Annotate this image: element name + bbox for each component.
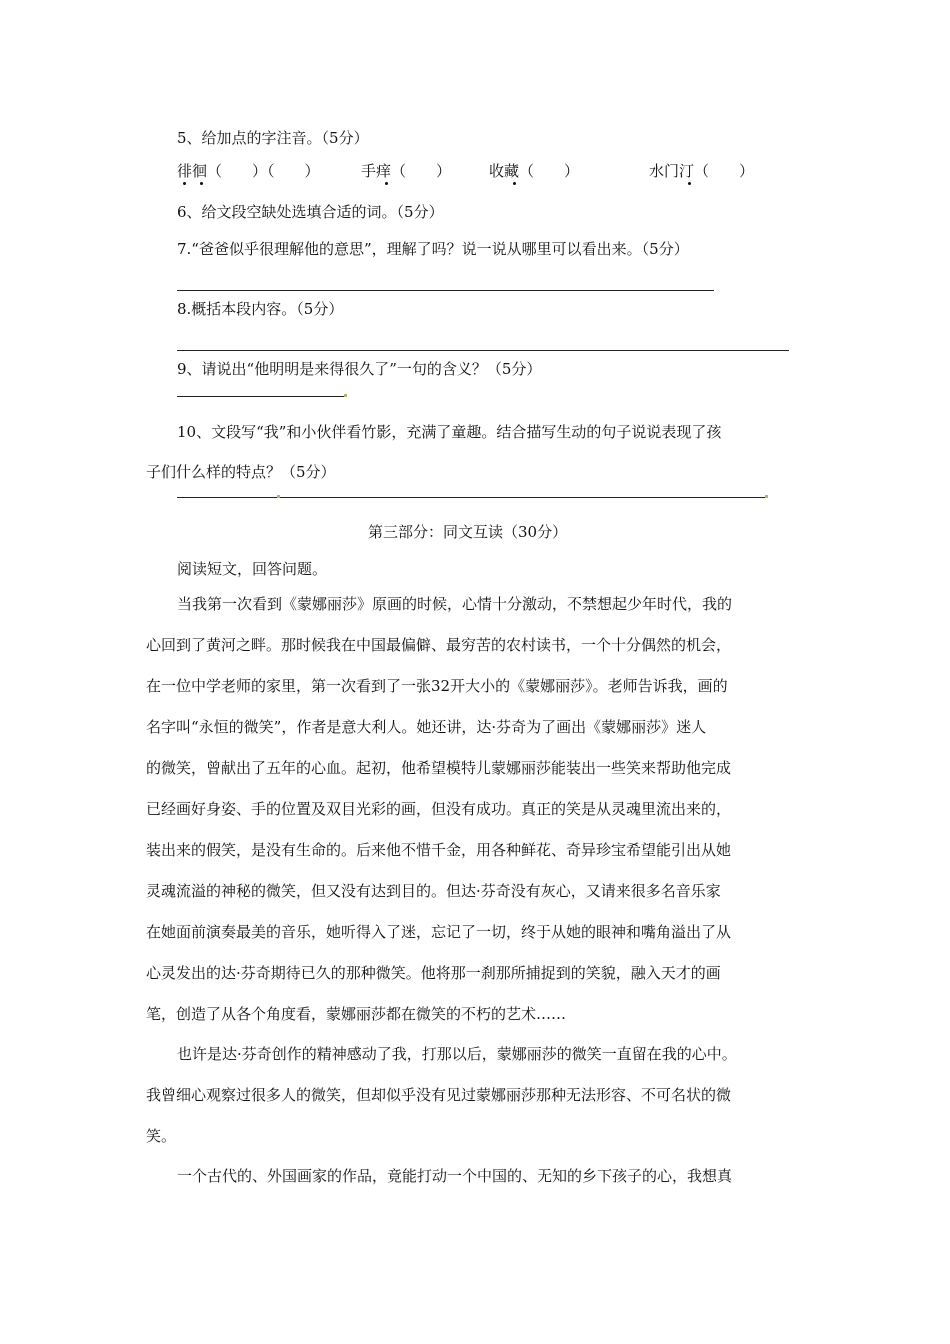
passage-line: 的微笑，曾献出了五年的心血。起初，他希望模特儿蒙娜丽莎能装出一些笑来帮助他完成: [146, 759, 732, 777]
q5-item-shouyang: 手痒（ ）: [361, 162, 452, 180]
section-3-instruction: 阅读短文，回答问题。: [177, 560, 328, 578]
emphasis-dot: [513, 182, 516, 185]
passage-line: 已经画好身姿、手的位置及双目光彩的画，但没有成功。真正的笑是从灵魂里流出来的，: [146, 800, 732, 818]
line-end-mark: [277, 495, 280, 498]
question-5-prompt: 5、给加点的字注音。（5分）: [177, 129, 369, 147]
passage-line: 灵魂流溢的神秘的微笑，但又没有达到目的。但达·芬奇没有灰心，又请来很多名音乐家: [146, 882, 721, 900]
emphasis-dot: [385, 182, 388, 185]
passage-line: 心回到了黄河之畔。那时候我在中国最偏僻、最穷苦的农村读书，一个十分偶然的机会，: [146, 636, 732, 654]
passage-line: 也许是达·芬奇创作的精神感动了我，打那以后，蒙娜丽莎的微笑一直留在我的心中。: [177, 1045, 737, 1063]
question-6: 6、给文段空缺处选填合适的词。（5分）: [177, 203, 444, 221]
passage-line: 在她面前演奏最美的音乐，她听得入了迷，忘记了一切，终于从她的眼神和嘴角溢出了从: [146, 923, 732, 941]
question-5-items: [177, 160, 817, 184]
passage-line: 笑。: [146, 1127, 177, 1145]
passage-line: 一个古代的、外国画家的作品，竟能打动一个中国的、无知的乡下孩子的心，我想真: [177, 1167, 733, 1185]
passage-line: 当我第一次看到《蒙娜丽莎》原画的时候，心情十分激动，不禁想起少年时代，我的: [177, 595, 733, 613]
answer-line-q8[interactable]: [177, 350, 789, 351]
q5-item-shoucang: 收藏（ ）: [489, 162, 580, 180]
question-10-line1: 10、文段写“我”和小伙伴看竹影，充满了童趣。结合描写生动的句子说说表现了孩: [177, 423, 722, 441]
question-10-line2: 子们什么样的特点？（5分）: [146, 463, 336, 481]
passage-line: 我曾细心观察过很多人的微笑，但却似乎没有见过蒙娜丽莎那种无法形容、不可名状的微: [146, 1086, 732, 1104]
passage-line: 在一位中学老师的家里，第一次看到了一张32开大小的《蒙娜丽莎》。老师告诉我，画的: [146, 677, 728, 695]
passage-line: 装出来的假笑，是没有生命的。后来他不惜千金，用各种鲜花、奇异珍宝希望能引出从她: [146, 841, 732, 859]
question-7: 7.“爸爸似乎很理解他的意思”，理解了吗？说一说从哪里可以看出来。（5分）: [177, 240, 689, 258]
question-8: 8.概括本段内容。（5分）: [177, 300, 344, 318]
section-3-title: 第三部分：同文互读（30分）: [368, 523, 568, 541]
emphasis-dot: [183, 182, 186, 185]
answer-line-q10[interactable]: [177, 497, 767, 498]
line-end-mark: [765, 495, 768, 498]
line-end-mark: [344, 394, 347, 397]
q5-item-shuimenting: 水门汀（ ）: [649, 162, 755, 180]
emphasis-dot: [200, 182, 203, 185]
passage-line: 笔，创造了从各个角度看，蒙娜丽莎都在微笑的不朽的艺术……: [146, 1005, 567, 1023]
answer-line-q7[interactable]: [177, 290, 714, 291]
q5-item-paihuai: 徘徊（ ）（ ）: [177, 162, 320, 180]
passage-line: 心灵发出的达·芬奇期待已久的那种微笑。他将那一刹那所捕捉到的笑貌，融入天才的画: [146, 964, 721, 982]
passage-line: 名字叫“永恒的微笑”，作者是意大利人。她还讲，达·芬奇为了画出《蒙娜丽莎》迷人: [146, 718, 707, 736]
emphasis-dot: [688, 182, 691, 185]
answer-line-q9[interactable]: [177, 396, 345, 397]
question-9: 9、请说出“他明明是来得很久了”一句的含义？（5分）: [177, 360, 542, 378]
